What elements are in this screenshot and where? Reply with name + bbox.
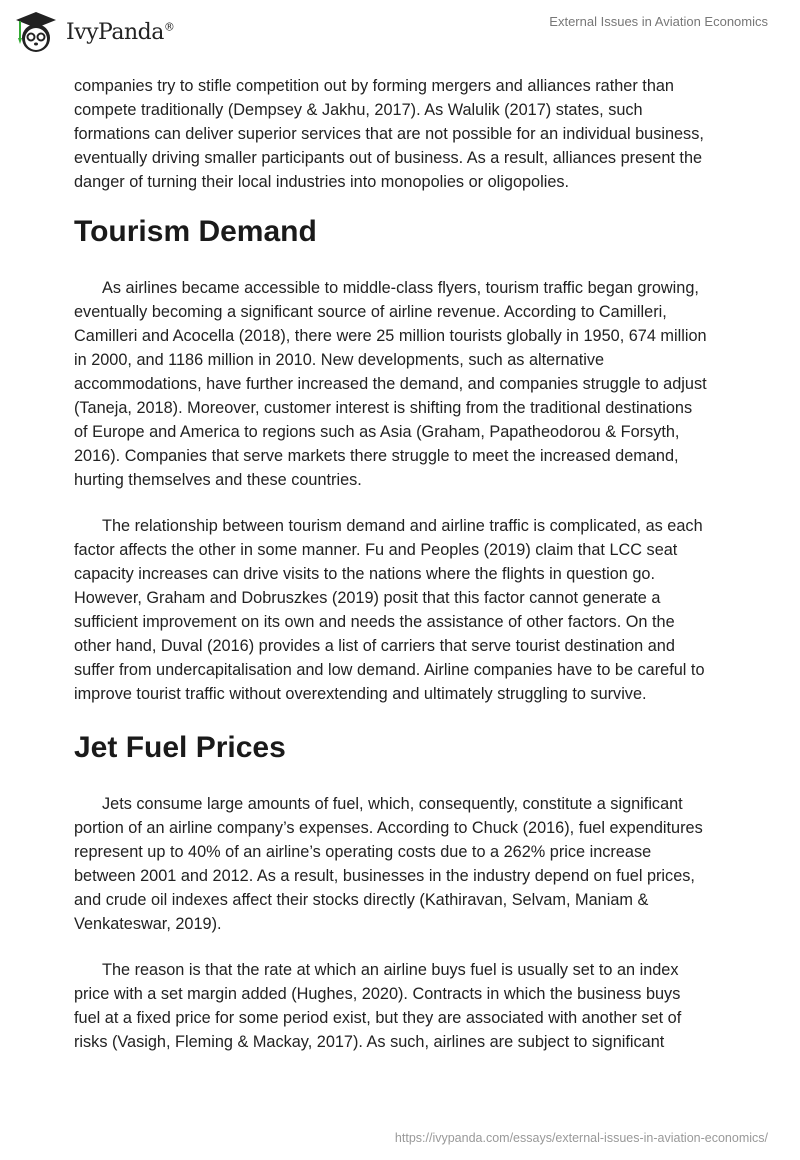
text-line: eventually driving smaller participants out of business. As a result, alliances present the <box>74 149 703 167</box>
text-line: eventually becoming a significant source of airline revenue. According to Camilleri, <box>74 303 667 321</box>
paragraph <box>74 958 754 1054</box>
text-line: capacity increases can drive visits to the nations where the flights in question go. <box>74 565 656 583</box>
text-line: Camilleri and Acocella (2018), there were 25 million tourists globally in 1950, 674 million <box>74 327 707 345</box>
logo-text: IvyPanda® <box>66 19 175 45</box>
text-line: companies try to stifle competition out by forming mergers and alliances rather than <box>74 77 674 95</box>
text-line: risks (Vasigh, Fleming & Mackay, 2017). As such, airlines are subject to significant <box>74 1033 665 1051</box>
text-line: Jets consume large amounts of fuel, which, consequently, constitute a significant <box>102 795 683 813</box>
text-line: between 2001 and 2012. As a result, businesses in the industry depend on fuel prices, <box>74 867 695 885</box>
text-line: danger of turning their local industries into monopolies or oligopolies. <box>74 173 570 191</box>
text-line: Venkateswar, 2019). <box>74 915 222 933</box>
text-line: and crude oil indexes affect their stocks directly (Kathiravan, Selvam, Maniam & <box>74 891 649 909</box>
text-line: As airlines became accessible to middle-class flyers, tourism traffic began growing, <box>102 279 699 297</box>
text-line: represent up to 40% of an airline’s operating costs due to a 262% price increase <box>74 843 652 861</box>
section-heading-tourism-demand: Tourism Demand <box>74 215 317 248</box>
text-line: formations can deliver superior services that are not possible for an individual business, <box>74 125 704 143</box>
paragraph <box>74 276 754 492</box>
text-line: price with a set margin added (Hughes, 2020). Contracts in which the business buys <box>74 985 681 1003</box>
paragraph <box>74 74 754 194</box>
text-line: hurting themselves and these countries. <box>74 471 362 489</box>
paragraph <box>74 514 754 706</box>
text-line: suffer from undercapitalisation and low demand. Airline companies have to be careful to <box>74 661 705 679</box>
ivypanda-logo[interactable] <box>12 8 174 56</box>
text-line: factor affects the other in some manner. Fu and Peoples (2019) claim that LCC seat <box>74 541 678 559</box>
text-line: other hand, Duval (2016) provides a list of carriers that serve tourist destination and <box>74 637 675 655</box>
text-line: fuel at a fixed price for some period exist, but they are associated with another set of <box>74 1009 682 1027</box>
text-line: improve tourist traffic without overextending and ultimately struggling to survive. <box>74 685 647 703</box>
text-line: 2016). Companies that serve markets there struggle to meet the increased demand, <box>74 447 679 465</box>
text-line: The reason is that the rate at which an airline buys fuel is usually set to an index <box>102 961 679 979</box>
text-line: in 2000, and 1186 million in 2010. New developments, such as alternative <box>74 351 605 369</box>
text-line: of Europe and America to regions such as Asia (Graham, Papatheodorou & Forsyth, <box>74 423 680 441</box>
text-line: However, Graham and Dobruszkes (2019) posit that this factor cannot generate a <box>74 589 661 607</box>
paragraph <box>74 792 754 936</box>
panda-graduate-icon <box>12 8 60 56</box>
text-line: portion of an airline company’s expenses. According to Chuck (2016), fuel expenditures <box>74 819 703 837</box>
text-line: (Taneja, 2018). Moreover, customer interest is shifting from the traditional destinations <box>74 399 693 417</box>
document-title: External Issues in Aviation Economics <box>549 14 768 29</box>
text-line: compete traditionally (Dempsey & Jakhu, 2017). As Walulik (2017) states, such <box>74 101 643 119</box>
footer-url-link[interactable]: https://ivypanda.com/essays/external-issues-in-aviation-economics/ <box>394 1131 768 1145</box>
text-line: The relationship between tourism demand and airline traffic is complicated, as each <box>102 517 703 535</box>
section-heading-jet-fuel-prices: Jet Fuel Prices <box>74 731 286 764</box>
text-line: accommodations, have further increased the demand, and companies struggle to adjust <box>74 375 707 393</box>
text-line: sufficient improvement on its own and needs the assistance of other factors. On the <box>74 613 675 631</box>
